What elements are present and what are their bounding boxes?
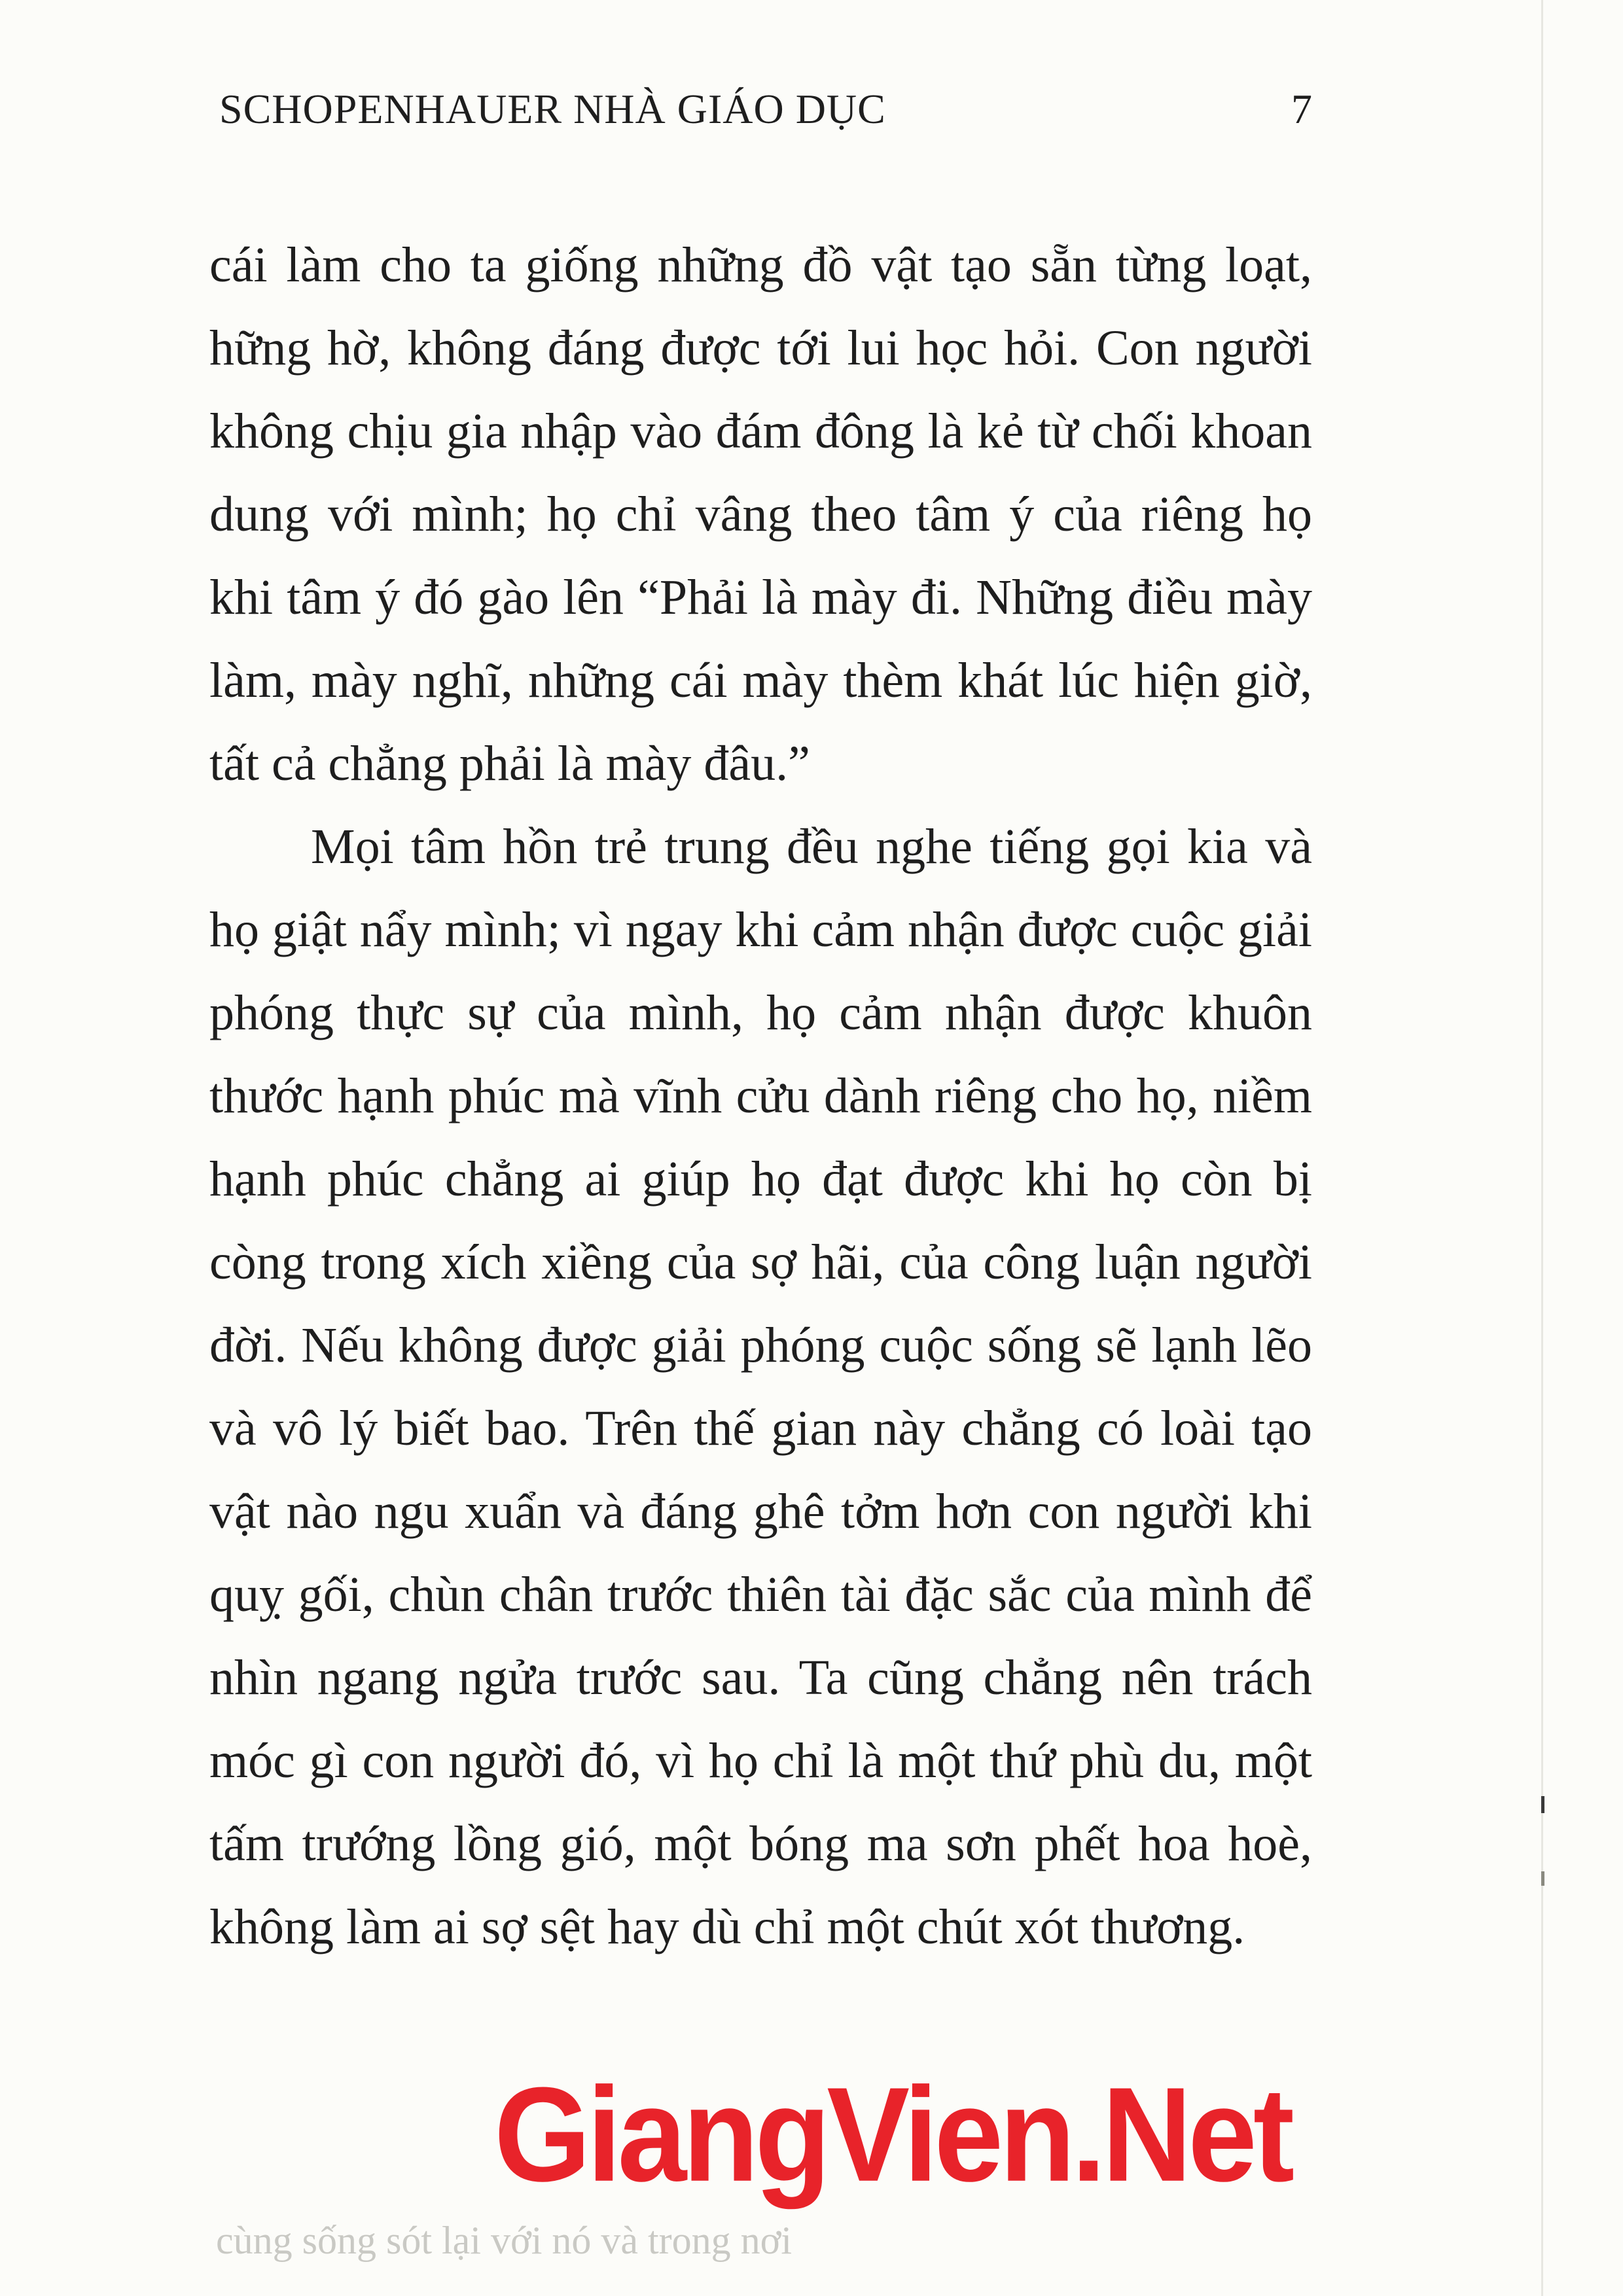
paragraph: Mọi tâm hồn trẻ trung đều nghe tiếng gọi kia và họ giật nẩy mình; vì ngay khi cảm nhận được cuộc giải phóng thực sự của mình, họ cảm nhận được khuôn thước hạnh phúc mà vĩnh cửu dành riêng cho họ, niềm hạnh phúc chẳng ai giúp họ đạt được khi họ còn bị còng trong xích xiềng của sợ hãi, của công luận người đời. Nếu không được giải phóng cuộc sống sẽ lạnh lẽo và vô lý biết bao. Trên thế gian này chẳng có loài tạo vật nào ngu xuẩn và đáng ghê tởm hơn con người khi quỵ gối, chùn chân trước thiên tài đặc sắc của mình để nhìn ngang ngửa trước sau. Ta cũng chẳng nên trách móc gì con người đó, vì họ chỉ là một thứ phù du, một tấm trướng lồng gió, một bóng ma sơn phết hoa hoè, không làm ai sợ sệt hay dù chỉ một chút xót thương.	[209, 819, 1312, 1954]
page-edge-mark	[1541, 1796, 1544, 1813]
page-edge-mark	[1541, 1871, 1544, 1886]
page-number: 7	[1291, 86, 1312, 132]
paragraph: cái làm cho ta giống những đồ vật tạo sẵn từng loạt, hững hờ, không đáng được tới lui học hỏi. Con người không chịu gia nhập vào đám đông là kẻ từ chối khoan dung với mình; họ chỉ vâng theo tâm ý của riêng họ khi tâm ý đó gào lên “Phải là mày đi. Những điều mày làm, mày nghĩ, những cái mày thèm khát lúc hiện giờ, tất cả chẳng phải là mày đâu.”	[209, 238, 1312, 791]
page-header	[219, 85, 1312, 144]
watermark-logo: GiangVien.Net	[494, 2060, 1291, 2210]
bleed-through-text: cùng sống sót lại với nó và trong nơi	[216, 2219, 793, 2262]
page-edge-shadow	[1541, 0, 1543, 2296]
running-title: SCHOPENHAUER NHÀ GIÁO DỤC	[219, 86, 886, 132]
body-text	[209, 224, 1312, 1969]
